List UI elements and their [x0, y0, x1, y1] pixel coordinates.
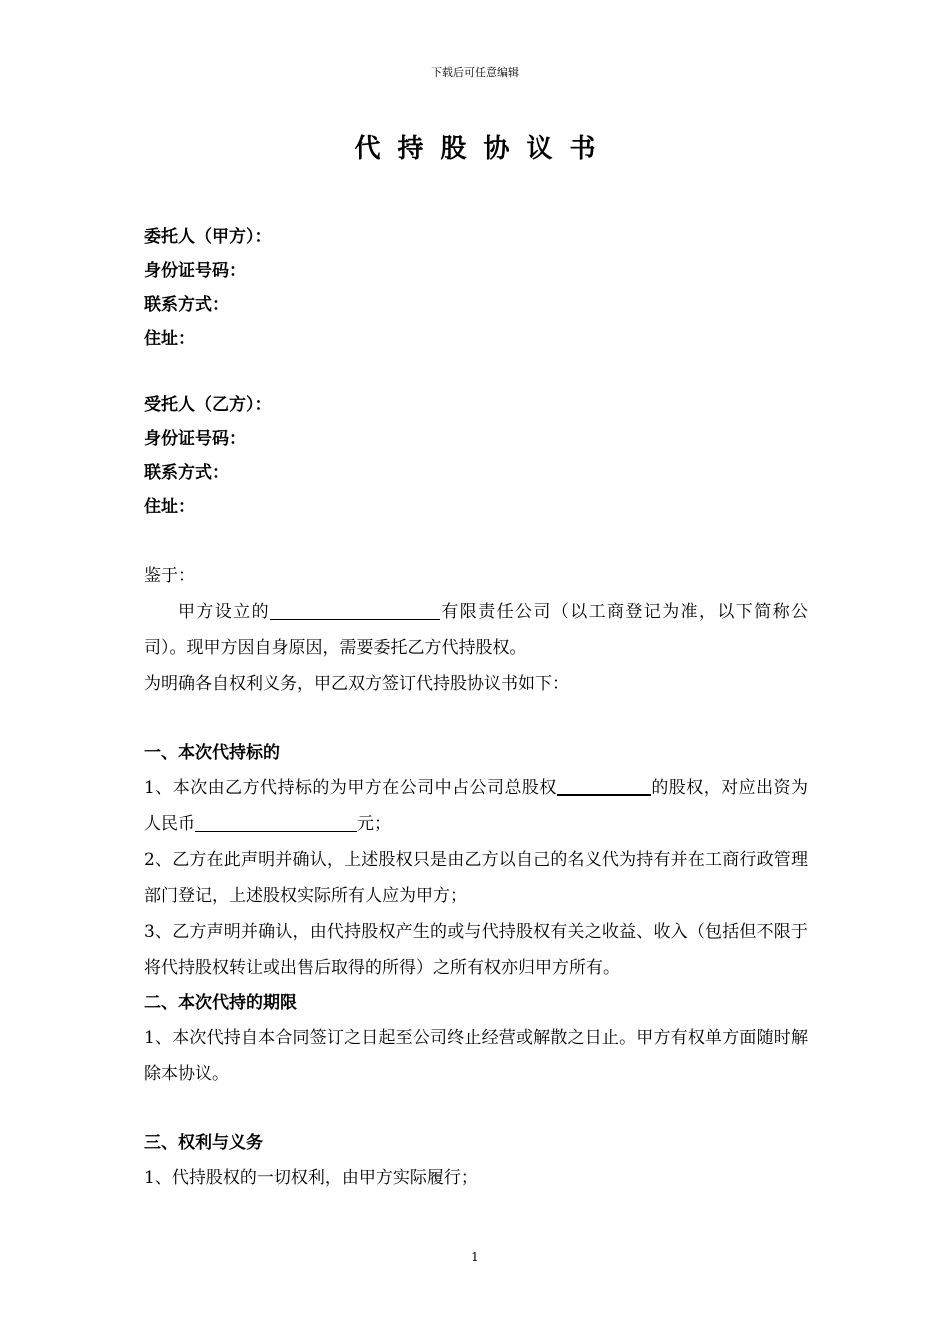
party-a-label: 委托人（甲方）： [144, 227, 272, 247]
party-b-id-label: 身份证号码： [144, 429, 246, 449]
preamble-text-after-blank: 有限责任公司（以工商登记为准，以下简称公司）。现甲方因自身原因，需要委托乙方代持股权。 [144, 602, 808, 658]
party-a-contact-label: 联系方式： [144, 295, 229, 315]
section-1-item-3: 3、乙方声明并确认，由代持股权产生的或与代持股权有关之收益、收入（包括但不限于将代持股权转让或出售后取得的所得）之所有权亦归甲方所有。 [144, 922, 808, 978]
party-b-contact-label: 联系方式： [144, 463, 229, 483]
equity-percent-blank [557, 774, 651, 796]
section-1-heading: 一、本次代持标的 [144, 743, 280, 763]
spacer [144, 524, 808, 558]
section-3-item-1: 1、代持股权的一切权利，由甲方实际履行； [144, 1168, 478, 1188]
spacer [144, 702, 808, 736]
section-3-heading: 三、权利与义务 [144, 1133, 263, 1153]
agreement-intro: 为明确各自权利义务，甲乙双方签订代持股协议书如下： [144, 674, 569, 694]
document-body [144, 220, 808, 1196]
party-a-id-label: 身份证号码： [144, 261, 246, 281]
spacer [144, 1092, 808, 1126]
party-b-address-label: 住址： [144, 497, 195, 517]
party-a-address-label: 住址： [144, 329, 195, 349]
page-number: 1 [471, 1250, 479, 1264]
document-title: 代持股协议书 [354, 134, 613, 164]
party-b-label: 受托人（乙方）： [144, 395, 272, 415]
preamble-text-before-blank: 甲方设立的 [178, 602, 270, 622]
item-1-text-after: 元； [357, 814, 391, 834]
spacer [144, 356, 808, 388]
page-header-note: 下载后可任意编辑 [431, 66, 519, 79]
capital-amount-blank [195, 811, 357, 832]
whereas-label: 鉴于： [144, 566, 195, 586]
section-1-item-1 [144, 770, 808, 842]
section-2-item-1: 1、本次代持自本合同签订之日起至公司终止经营或解散之日止。甲方有权单方面随时解除本协议。 [144, 1028, 808, 1084]
item-1-text-before: 1、本次由乙方代持标的为甲方在公司中占公司总股权 [144, 778, 557, 798]
section-1-item-2: 2、乙方在此声明并确认，上述股权只是由乙方以自己的名义代为持有并在工商行政管理部门登记，上述股权实际所有人应为甲方； [144, 850, 808, 906]
section-2-heading: 二、本次代持的期限 [144, 993, 297, 1013]
preamble-paragraph [144, 594, 808, 666]
item-1-text-middle: 的股权，对应出资为人民币 [144, 778, 808, 834]
company-name-blank [270, 599, 440, 620]
